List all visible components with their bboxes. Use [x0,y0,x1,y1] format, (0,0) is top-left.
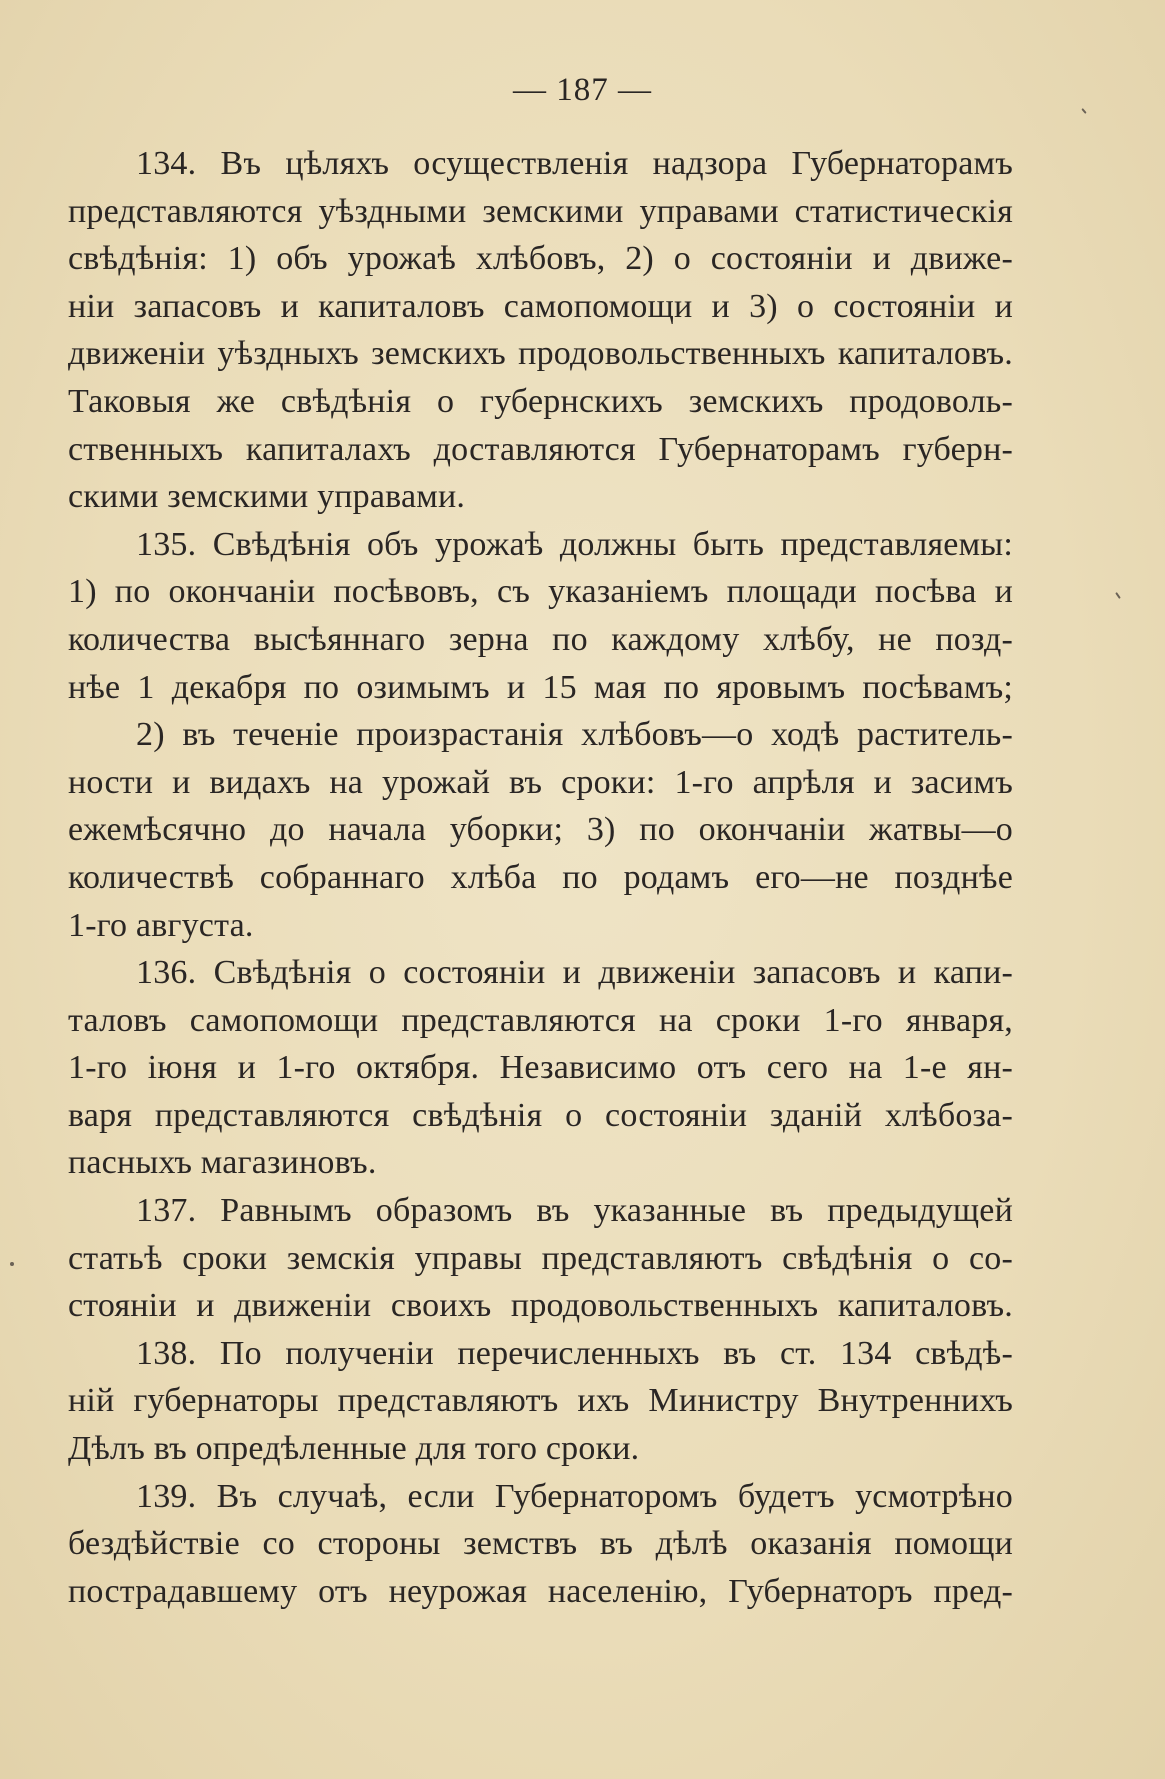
text-line: 137. Равнымъ образомъ въ указанные въ предыдущей [136,1192,1013,1230]
text-line: варя представляются свѣдѣнія о состояніи зданій хлѣбоза- [68,1096,1013,1134]
text-line: Таковыя же свѣдѣнія о губернскихъ земскихъ продоволь- [68,382,1013,420]
text-line: 1) по окончаніи посѣвовъ, съ указаніемъ площади посѣва и [68,573,1013,611]
text-line: 138. По полученіи перечисленныхъ въ ст. 134 свѣдѣ- [136,1334,1013,1372]
text-line: ній губернаторы представляютъ ихъ Министру Внутреннихъ [68,1382,1013,1420]
page-body-text [68,140,1013,1615]
text-line: 136. Свѣдѣнія о состояніи и движеніи запасовъ и капи- [136,954,1013,992]
paper-speck [10,1262,14,1266]
text-line: 134. Въ цѣляхъ осуществленія надзора Губернаторамъ [136,145,1013,182]
text-line: ственныхъ капиталахъ доставляются Губернаторамъ губерн- [68,430,1013,468]
page-number: — 187 — [513,72,652,108]
text-line: ности и видахъ на урожай въ сроки: 1-го апрѣля и засимъ [68,763,1013,801]
text-line: стояніи и движеніи своихъ продовольственныхъ капиталовъ. [68,1287,1013,1325]
text-line: пострадавшему отъ неурожая населенію, Губернаторъ пред- [68,1572,1013,1610]
text-line: 2) въ теченіе произрастанія хлѣбовъ—о ходѣ раститель- [136,716,1013,754]
text-line: нѣе 1 декабря по озимымъ и 15 мая по яровымъ посѣвамъ; [68,668,1013,706]
text-line: 139. Въ случаѣ, если Губернаторомъ будетъ усмотрѣно [136,1477,1013,1515]
text-line: количества высѣяннаго зерна по каждому хлѣбу, не позд- [68,620,1013,658]
text-line: свѣдѣнія: 1) объ урожаѣ хлѣбовъ, 2) о состояніи и движе- [68,240,1013,278]
text-line: представляются уѣздными земскими управами статистическія [68,192,1013,230]
text-line: движеніи уѣздныхъ земскихъ продовольственныхъ капиталовъ. [68,335,1013,373]
text-line: 1-го іюня и 1-го октября. Независимо отъ сего на 1-е ян- [68,1049,1013,1087]
text-line: количествѣ собраннаго хлѣба по родамъ его—не позднѣе [68,858,1013,896]
text-line: таловъ самопомощи представляются на сроки 1-го января, [68,1001,1013,1039]
text-line: Дѣлъ въ опредѣленные для того сроки. [68,1430,640,1468]
text-line: ежемѣсячно до начала уборки; 3) по окончаніи жатвы—о [68,811,1013,849]
text-line: ніи запасовъ и капиталовъ самопомощи и 3) о состояніи и [68,287,1013,325]
text-line: статьѣ сроки земскія управы представляютъ свѣдѣнія о со- [68,1239,1013,1277]
text-line: пасныхъ магазиновъ. [68,1144,377,1182]
text-line: скими земскими управами. [68,478,466,516]
text-line: бездѣйствіе со стороны земствъ въ дѣлѣ оказанія помощи [68,1525,1013,1563]
text-line: 1-го августа. [68,906,254,944]
text-line: 135. Свѣдѣнія объ урожаѣ должны быть представляемы: [136,525,1013,563]
paper-speck [1115,592,1121,599]
